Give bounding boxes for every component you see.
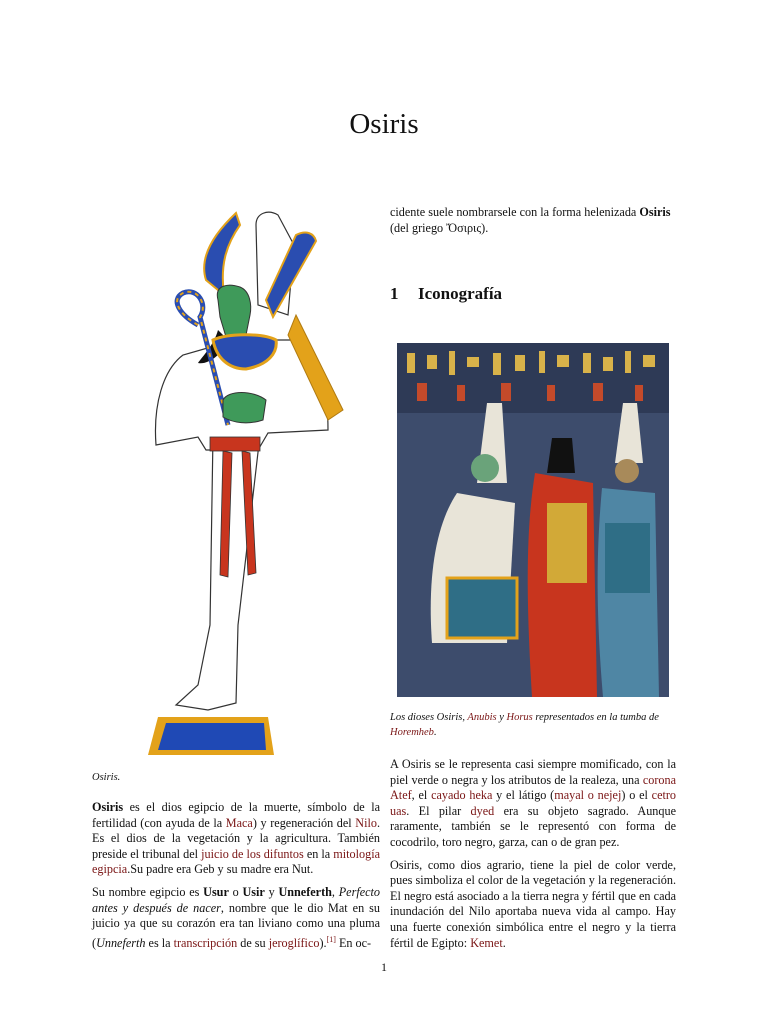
link-dyed[interactable]: dyed — [470, 803, 495, 818]
link-anubis[interactable]: Anubis — [467, 712, 497, 723]
text-span: , nombre que le dio Mat en su juicio ya que su corazón era tan liviano como una pluma ( — [92, 900, 380, 950]
text-span: En oc- — [335, 935, 372, 950]
text-span: y — [496, 712, 507, 723]
figure-caption-osiris: Osiris. — [92, 772, 121, 783]
bold-term: Osiris — [92, 800, 124, 814]
figure-caption-dioses — [390, 710, 676, 740]
link-kemet[interactable]: Kemet — [470, 935, 503, 950]
link-corona-atef[interactable]: corona Atef — [390, 772, 676, 803]
iconografia-paragraph-1 — [390, 757, 676, 851]
section-number: 1 — [390, 284, 399, 303]
italic-term: Unneferth — [96, 935, 146, 950]
text-span: ) y regeneración del — [252, 815, 356, 830]
link-horemheb[interactable]: Horemheb — [390, 727, 434, 738]
text-span: Su nombre egipcio es — [92, 884, 204, 899]
text-span: . — [502, 935, 506, 950]
text-span: es la — [145, 935, 174, 950]
bold-term: Usir — [242, 884, 265, 899]
bold-term: Unneferth — [278, 884, 332, 899]
text-span: es el dios egipcio de la muerte, símbolo de la fertilidad (con ayuda de la — [92, 800, 380, 830]
section-heading-iconografia — [390, 284, 502, 304]
iconografia-body — [390, 757, 676, 951]
text-span: .Su padre era Geb y su madre era Nut. — [127, 862, 314, 877]
page-number: 1 — [381, 960, 387, 974]
text-span: en la — [303, 846, 334, 861]
text-span: . El pilar — [406, 803, 471, 818]
intro-paragraph-2 — [92, 885, 380, 951]
text-span: . — [433, 727, 437, 738]
base-panel — [158, 723, 266, 750]
right-top-text — [390, 205, 676, 236]
text-span: de su — [237, 935, 269, 950]
text-span: , el — [411, 788, 432, 803]
intro-column — [92, 800, 380, 951]
osiris-illustration — [128, 205, 368, 760]
link-cetro-uas[interactable]: cetro uas — [390, 788, 677, 818]
text-span: y — [264, 884, 279, 899]
text-span: Los dioses Osiris, — [390, 712, 468, 723]
continuation-paragraph — [390, 205, 676, 236]
page-title: Osiris — [349, 108, 419, 140]
text-span: . Es el dios de la vegetación y la agricultura. También preside el tribunal del — [92, 815, 380, 861]
link-horus[interactable]: Horus — [506, 712, 533, 723]
section-title: Iconografía — [418, 284, 503, 303]
link-nilo[interactable]: Nilo — [355, 815, 377, 830]
iconografia-paragraph-2 — [390, 858, 676, 952]
bold-term: Usur — [203, 884, 229, 899]
text-span: y el látigo ( — [492, 788, 555, 803]
link-maca[interactable]: Maca — [225, 815, 253, 830]
link-jeroglifico[interactable]: jeroglífico — [268, 935, 320, 950]
link-mitologia-egipcia[interactable]: mitología egipcia — [92, 846, 380, 877]
text-span: ) o el — [621, 788, 652, 803]
link-transcripcion[interactable]: transcripción — [173, 935, 238, 950]
link-juicio-difuntos[interactable]: juicio de los difuntos — [201, 846, 304, 861]
link-cayado-heka[interactable]: cayado heka — [431, 788, 493, 803]
text-span: o — [228, 884, 243, 899]
bold-term: Osiris — [639, 205, 671, 219]
link-mayal-nejej[interactable]: mayal o nejej — [554, 788, 622, 803]
text-span: representados en la tumba de — [532, 712, 659, 723]
tomb-painting-image — [397, 343, 669, 697]
text-span: Osiris, como dios agrario, tiene la piel de color verde, pues simboliza el color de la vegetación y la regeneración. El negro está asociado a la tierra negra y fértil que en cada inundación del Nilo aportaba nueva vida al campo. Hay una fuerte conexión simbólica entre el negro y la tierra fértil de Egipto: — [390, 857, 676, 950]
text-span: era su objeto sagrado. Aunque raramente, también se le representó con forma de cocodrilo, toro negro, garza, can o de gran pez. — [390, 803, 676, 849]
text-span: (del griego Ὄσιρις). — [390, 220, 489, 235]
italic-term: Perfecto antes y después de nacer — [92, 884, 381, 915]
text-span: A Osiris se le representa casi siempre momificado, con la piel verde o negra y los atributos de la realeza, una — [390, 757, 676, 787]
reference-link[interactable]: [1] — [326, 934, 336, 944]
intro-paragraph-1 — [92, 800, 380, 878]
text-span: ). — [319, 935, 327, 950]
text-span: , — [331, 884, 339, 899]
text-span: cidente suele nombrarsele con la forma helenizada — [390, 205, 640, 219]
